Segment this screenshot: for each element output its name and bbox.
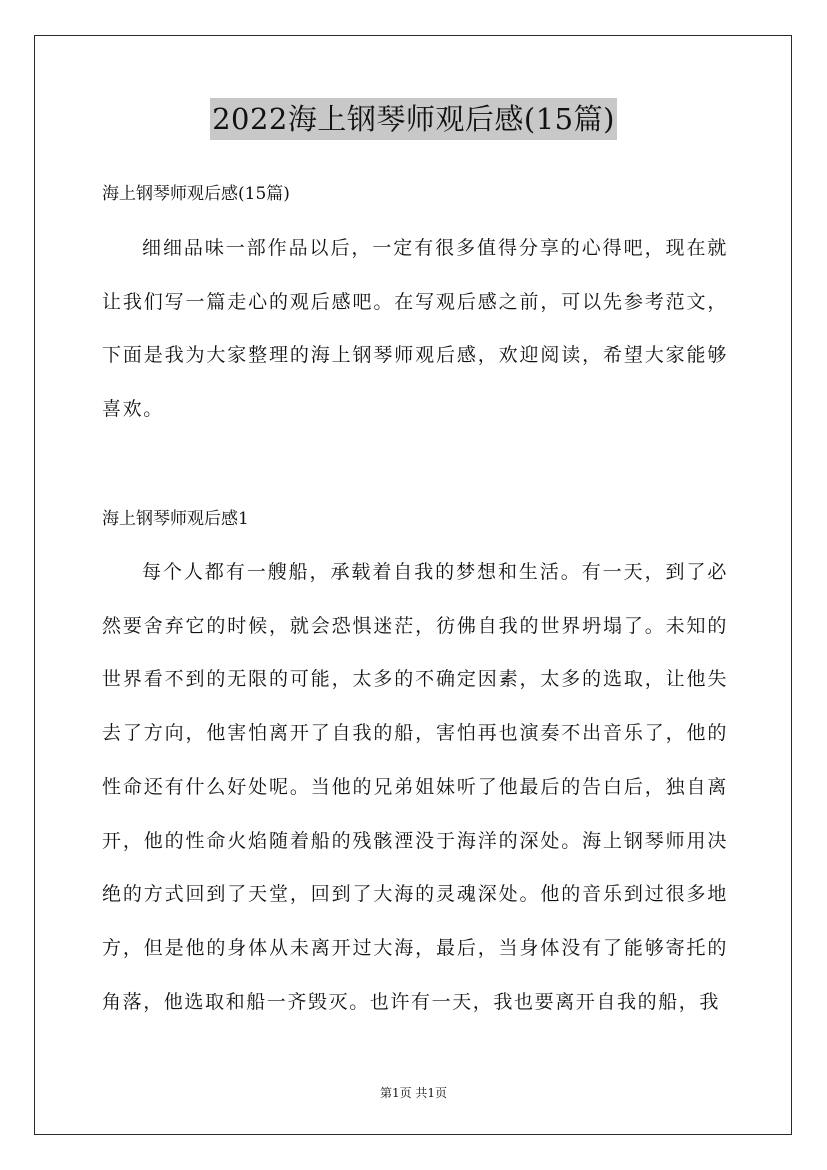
document-subtitle: 海上钢琴师观后感(15篇) [102, 184, 290, 204]
section-body-paragraph: 每个人都有一艘船，承载着自我的梦想和生活。有一天，到了必然要舍弃它的时候，就会恐惧迷茫，彷佛自我的世界坍塌了。未知的世界看不到的无限的可能，太多的不确定因素，太多的选取，让他失去了方向，他害怕离开了自我的船，害怕再也演奏不出音乐了，他的性命还有什么好处呢。当他的兄弟姐妹听了他最后的告白后，独自离开，他的性命火焰随着船的残骸湮没于海洋的深处。海上钢琴师用决绝的方式回到了天堂，回到了大海的灵魂深处。他的音乐到过很多地方，但是他的身体从未离开过大海，最后，当身体没有了能够寄托的角落，他选取和船一齐毁灭。也许有一天，我也要离开自我的船，我 [102, 561, 728, 1013]
intro-paragraph: 细细品味一部作品以后，一定有很多值得分享的心得吧，现在就让我们写一篇走心的观后感吧。在写观后感之前，可以先参考范文，下面是我为大家整理的海上钢琴师观后感，欢迎阅读，希望大家能够喜欢。 [102, 237, 728, 421]
document-title: 2022海上钢琴师观后感(15篇) [210, 98, 617, 140]
page-number-footer: 第1页 共1页 [379, 1086, 448, 1100]
title-container [0, 98, 827, 140]
section-heading: 海上钢琴师观后感1 [102, 509, 249, 529]
